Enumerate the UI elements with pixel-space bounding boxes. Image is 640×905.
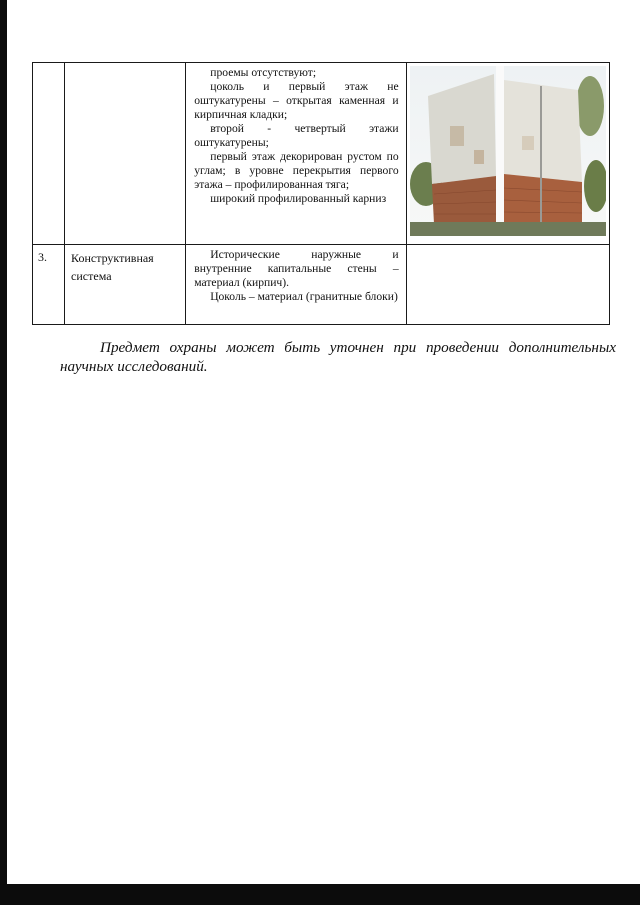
photo-cell [406, 63, 609, 245]
description-cell [186, 63, 406, 245]
description-paragraph: широкий профилированный карниз [210, 192, 387, 205]
protection-note: Предмет охраны может быть уточнен при проведении дополнительных научных исследований. [60, 339, 616, 375]
description-cell [186, 245, 406, 325]
description-paragraph: проемы отсутствуют; [210, 66, 317, 79]
empty-photo-cell [406, 245, 609, 325]
row-number-cell [33, 63, 65, 245]
table-row [33, 245, 610, 325]
building-photo-icon [410, 66, 606, 236]
description-paragraph: Исторические наружные и внутренние капитальные стены – материал (кирпич). [194, 248, 399, 289]
description-paragraph: цоколь и первый этаж не оштукатурены – открытая каменная и кирпичная кладки; [194, 80, 399, 121]
row-number-cell: 3. [33, 245, 65, 325]
protection-subject-table [32, 62, 610, 325]
description-paragraph: Цоколь – материал (гранитные блоки) [210, 290, 398, 303]
description-paragraph: первый этаж декорирован рустом по углам; в уровне перекрытия первого этажа – профилированная тяга; [194, 150, 399, 191]
description-paragraph: второй - четвертый этажи оштукатурены; [194, 122, 399, 149]
row-name-cell [65, 63, 186, 245]
row-name-cell: Конструктивная система [65, 245, 186, 325]
scan-edge-left [0, 0, 7, 905]
table-row [33, 63, 610, 245]
scan-edge-bottom [0, 884, 640, 905]
